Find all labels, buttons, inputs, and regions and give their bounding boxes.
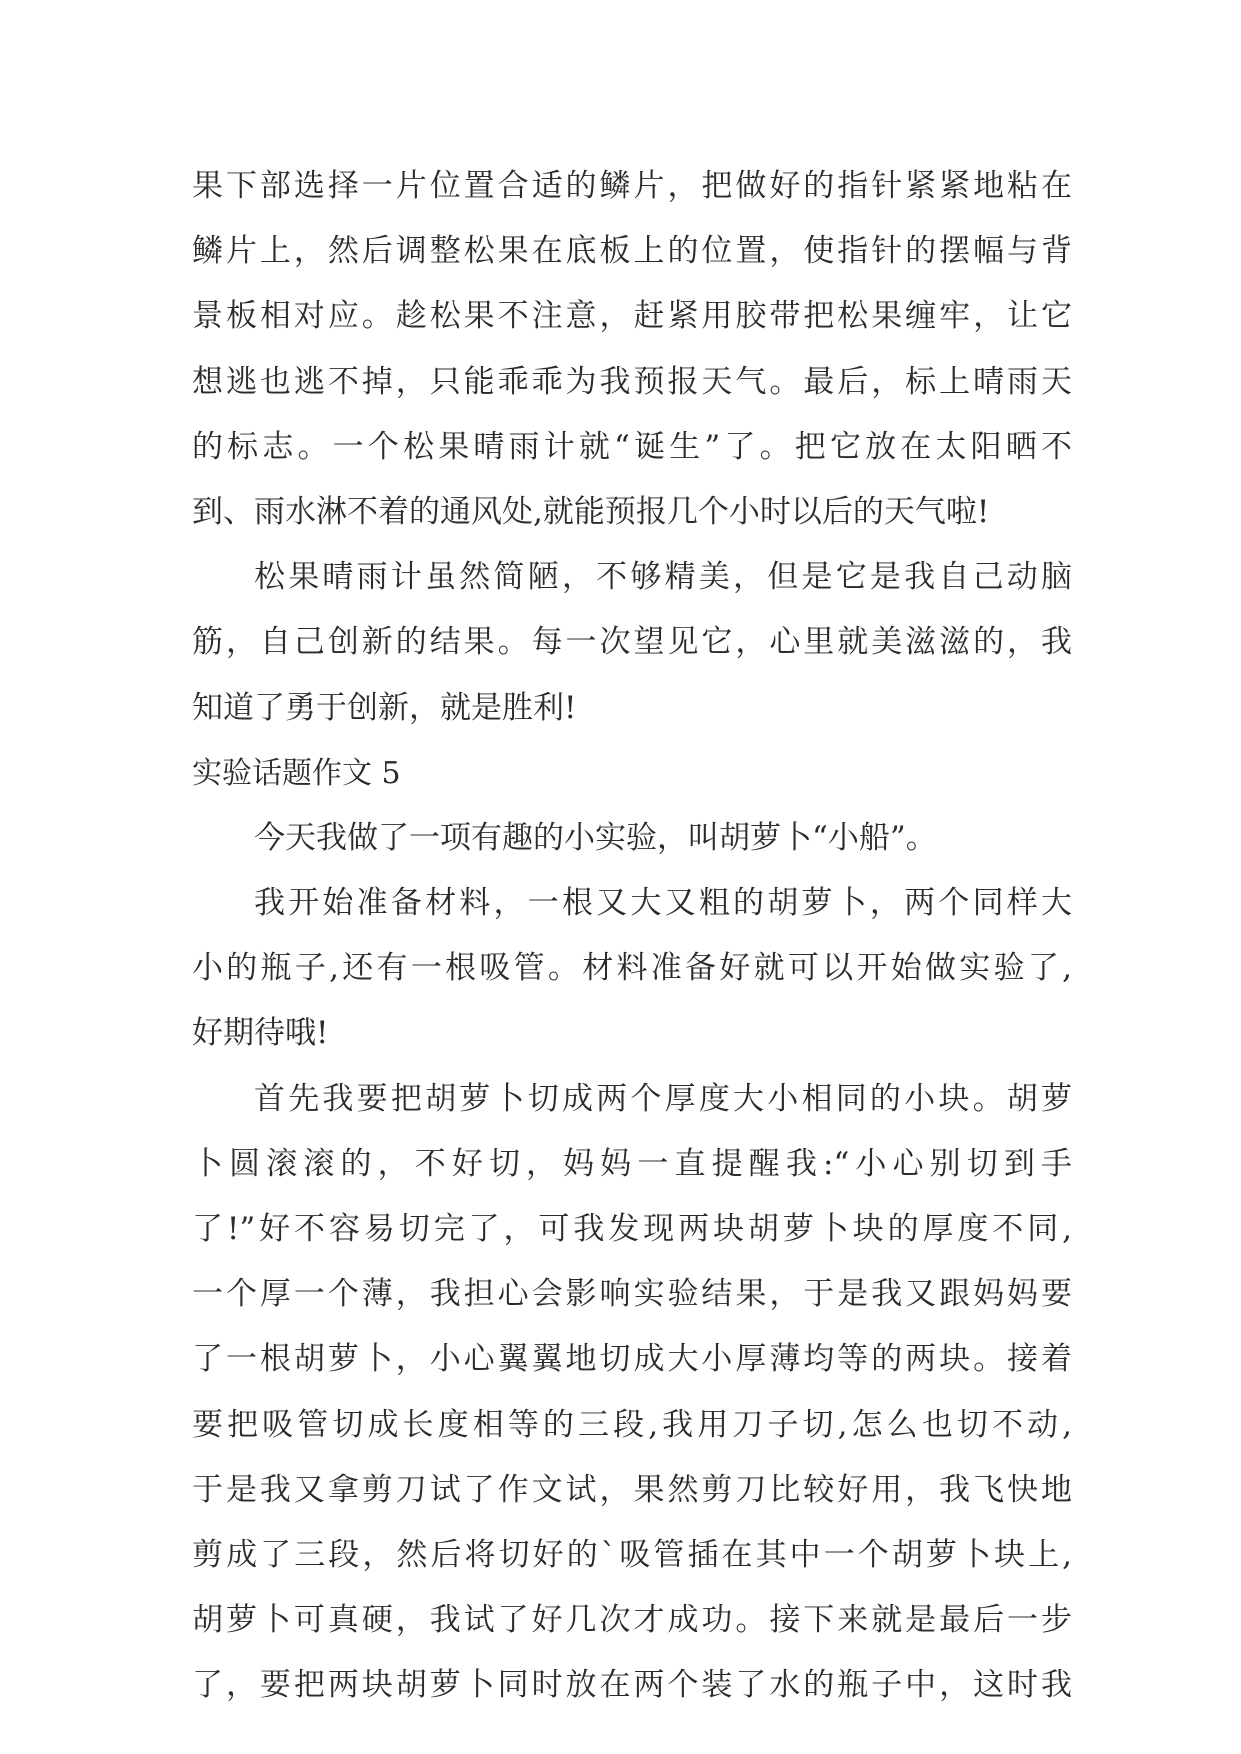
text-line: 我开始准备材料，一根又大又粗的胡萝卜，两个同样大 xyxy=(254,885,1072,922)
text-line: 首先我要把胡萝卜切成两个厚度大小相同的小块。胡萝 xyxy=(254,1080,1072,1117)
text-line: 鳞片上，然后调整松果在底板上的位置，使指针的摆幅与背 xyxy=(192,233,1072,270)
text-line: 了，要把两块胡萝卜同时放在两个装了水的瓶子中，这时我 xyxy=(192,1667,1072,1704)
text-line: 于是我又拿剪刀试了作文试，果然剪刀比较好用，我飞快地 xyxy=(192,1471,1072,1508)
text-line: 一个厚一个薄，我担心会影响实验结果，于是我又跟妈妈要 xyxy=(192,1276,1072,1313)
text-line: 今天我做了一项有趣的小实验，叫胡萝卜“小船”。 xyxy=(254,819,937,856)
text-line: 小的瓶子,还有一根吸管。材料准备好就可以开始做实验了, xyxy=(192,950,1072,987)
text-line: 景板相对应。趁松果不注意，赶紧用胶带把松果缠牢，让它 xyxy=(192,298,1072,335)
text-line: 到、雨水淋不着的通风处,就能预报几个小时以后的天气啦! xyxy=(192,493,990,530)
text-line: 筋，自己创新的结果。每一次望见它，心里就美滋滋的，我 xyxy=(192,624,1072,661)
text-line: 的标志。一个松果晴雨计就“诞生”了。把它放在太阳晒不 xyxy=(192,428,1072,465)
text-line: 要把吸管切成长度相等的三段,我用刀子切,怎么也切不动, xyxy=(192,1406,1072,1443)
text-line: 好期待哦! xyxy=(192,1015,329,1052)
text-line: 卜圆滚滚的，不好切，妈妈一直提醒我:“小心别切到手 xyxy=(192,1145,1072,1182)
text-line: 知道了勇于创新，就是胜利! xyxy=(192,689,577,726)
text-line: 想逃也逃不掉，只能乖乖为我预报天气。最后，标上晴雨天 xyxy=(192,363,1072,400)
document-body xyxy=(192,154,1072,1719)
text-line: 果下部选择一片位置合适的鳞片，把做好的指针紧紧地粘在 xyxy=(192,168,1072,204)
text-line: 松果晴雨计虽然简陋，不够精美，但是它是我自己动脑 xyxy=(254,559,1072,596)
text-line: 胡萝卜可真硬，我试了好几次才成功。接下来就是最后一步 xyxy=(192,1602,1072,1639)
text-line: 了!”好不容易切完了，可我发现两块胡萝卜块的厚度不同, xyxy=(192,1211,1072,1247)
text-line: 了一根胡萝卜，小心翼翼地切成大小厚薄均等的两块。接着 xyxy=(192,1341,1072,1378)
section-heading: 实验话题作文 5 xyxy=(192,755,401,791)
text-line: 剪成了三段，然后将切好的`吸管插在其中一个胡萝卜块上, xyxy=(192,1536,1072,1573)
